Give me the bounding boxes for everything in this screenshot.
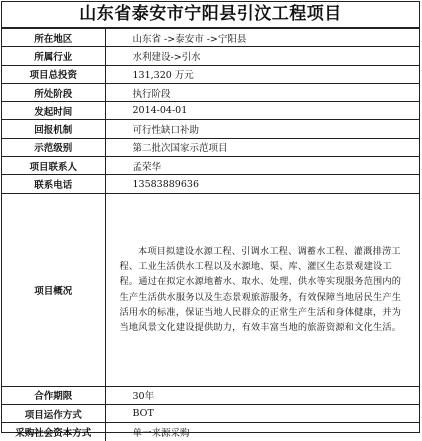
table-row: [2, 423, 419, 441]
table-row: [2, 404, 419, 422]
table-row: [2, 157, 419, 175]
row-value: 水利建设->引水: [105, 47, 419, 65]
row-value: 单一来源采购: [105, 423, 419, 441]
table-row: [2, 175, 419, 193]
row-value: 可行性缺口补助: [105, 120, 419, 138]
row-label: 示范级别: [2, 138, 105, 156]
row-value: 山东省 ->泰安市 ->宁阳县: [105, 29, 419, 47]
overview-row: [2, 193, 419, 386]
table-row: [2, 65, 419, 83]
overview-label: 项目概况: [2, 193, 105, 386]
row-label: 合作期限: [2, 386, 105, 404]
row-label: 所属行业: [2, 47, 105, 65]
overview-text: 本项目拟建设水源工程、引调水工程、调蓄水工程、灌溉排涝工程、工业生活供水工程以及水源地、渠、库、灌区生态景观建设工程。通过在拟定水源地蓄水、取水、处理、供水等实现服务范围内的生产生活供水服务以及生态景观旅游服务，有效保障当地居民生产生活用水的标准，保证当地人民群众的正常生产生活和身体健康，并为当地风景文化建设提供助力，有效丰富当地的旅游资源和文化生活。: [105, 193, 419, 386]
table-row: [2, 47, 419, 65]
table-row: [2, 138, 419, 156]
row-label: 回报机制: [2, 120, 105, 138]
row-label: 联系电话: [2, 175, 105, 193]
row-label: 发起时间: [2, 102, 105, 120]
page-title: 山东省泰安市宁阳县引汶工程项目: [2, 2, 419, 28]
row-value: 13583889636: [105, 175, 419, 193]
table-row: [2, 102, 419, 120]
row-value: 执行阶段: [105, 83, 419, 101]
row-value: 30年: [105, 386, 419, 404]
row-value: BOT: [105, 404, 419, 422]
row-label: 所处阶段: [2, 83, 105, 101]
row-value: 2014-04-01: [105, 102, 419, 120]
row-label: 项目运作方式: [2, 404, 105, 422]
project-info-sheet: [1, 1, 420, 440]
row-value: 第二批次国家示范项目: [105, 138, 419, 156]
table-row: [2, 386, 419, 404]
row-label: 所在地区: [2, 29, 105, 47]
row-label: 项目联系人: [2, 157, 105, 175]
project-info-table: [2, 28, 419, 441]
table-row: [2, 29, 419, 47]
row-label: 项目总投资: [2, 65, 105, 83]
table-row: [2, 120, 419, 138]
table-row: [2, 83, 419, 101]
row-value: 131,320 万元: [105, 65, 419, 83]
row-value: 孟荣华: [105, 157, 419, 175]
row-label: 采购社会资本方式: [2, 423, 105, 441]
